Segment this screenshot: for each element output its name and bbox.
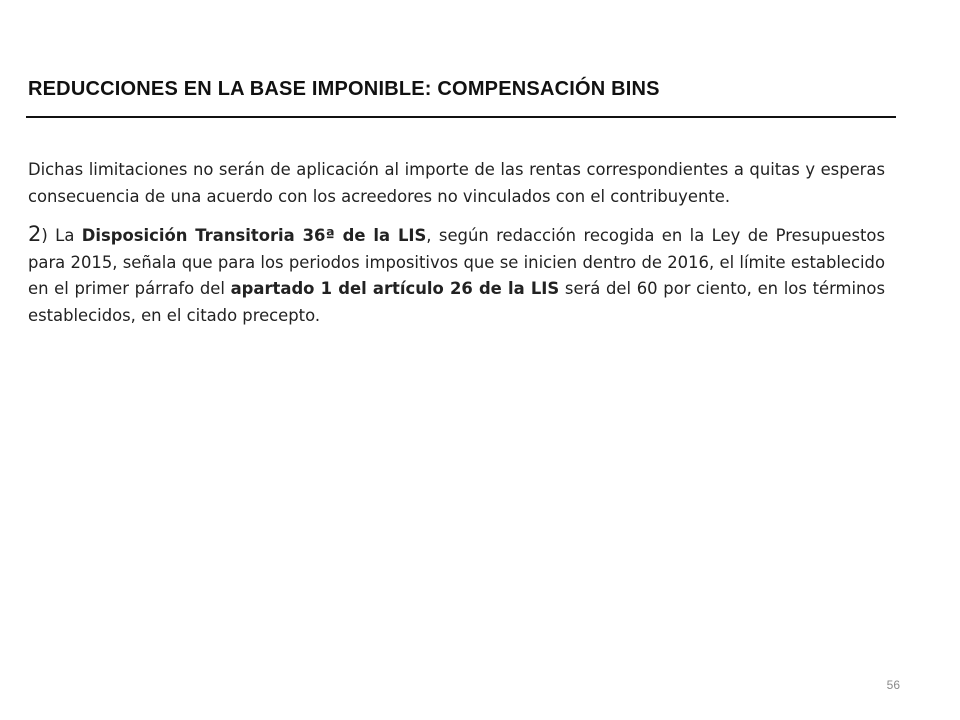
- bold-articulo: apartado 1 del artículo 26 de la LIS: [230, 279, 560, 298]
- slide-body: [28, 157, 885, 329]
- text-segment: será del 60 por ciento, en los términos establecidos, en el citado precepto.: [28, 279, 886, 325]
- text-segment: ) La: [41, 226, 82, 245]
- title-underline: [26, 116, 896, 118]
- page-number: 56: [886, 678, 900, 692]
- bold-disposicion: Disposición Transitoria 36ª de la LIS: [81, 226, 427, 245]
- paragraph-limitaciones: Dichas limitaciones no serán de aplicación al importe de las rentas correspondientes a quitas y esperas consecuencia de una acuerdo con los acreedores no vinculados con el contribuyente.: [28, 160, 885, 206]
- text-segment: , según redacción recogida en la Ley de Presupuestos para 2015, señala que para los periodos impositivos que se inicien dentro de 2016, el límite establecido en el primer párrafo del: [28, 226, 886, 298]
- paragraph-number: 2: [28, 222, 42, 246]
- paragraph-disposicion-transitoria: [28, 221, 885, 329]
- slide-title: REDUCCIONES EN LA BASE IMPONIBLE: COMPENSACIÓN BINS: [28, 78, 660, 100]
